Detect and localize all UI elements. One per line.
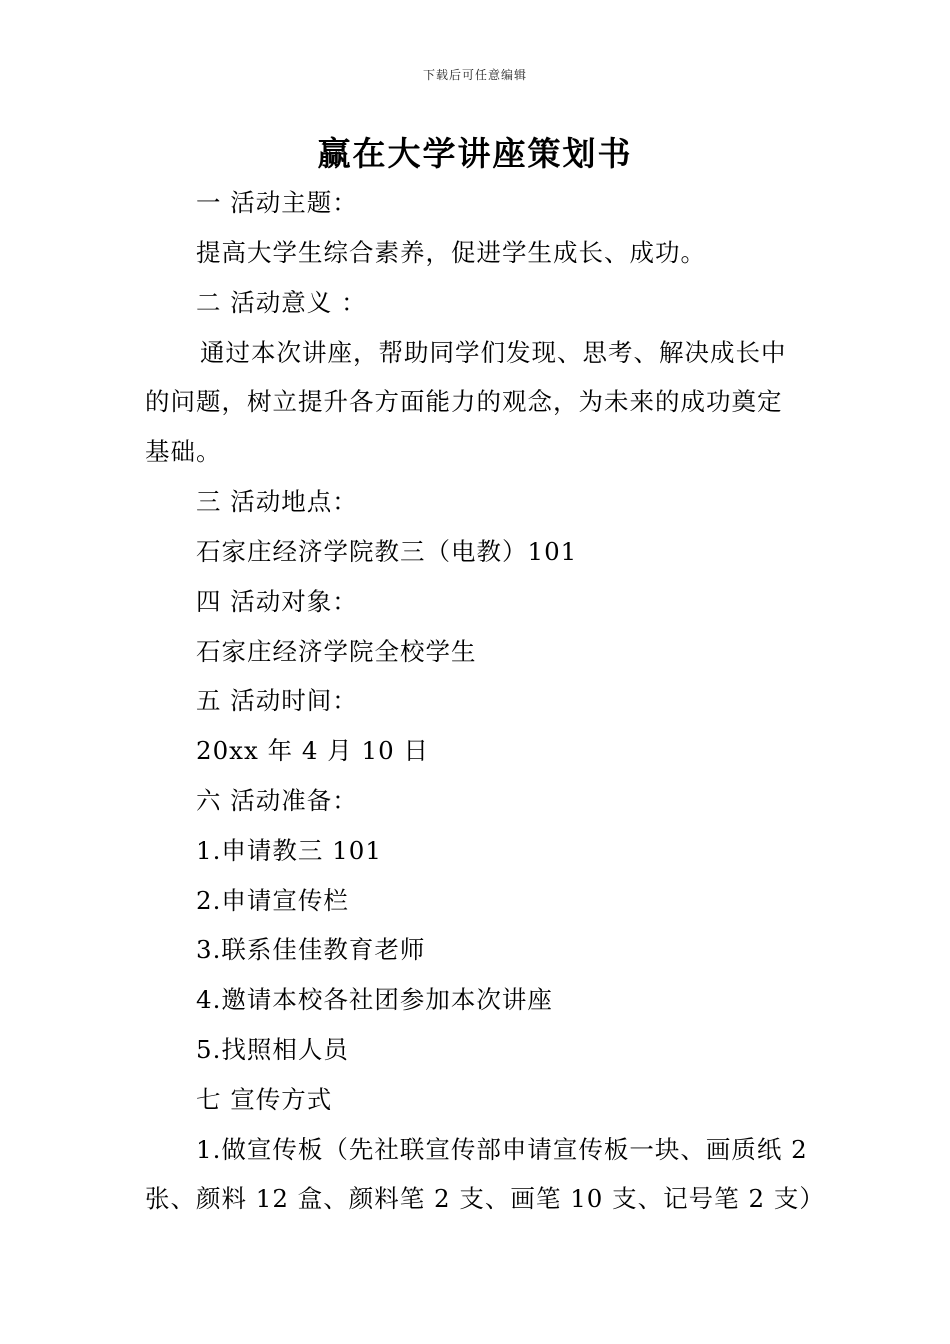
header-note: 下载后可任意编辑 (422, 68, 527, 82)
section-7-body-line-1: 1.做宣传板（先社联宣传部申请宣传板一块、画质纸 2 (196, 1135, 808, 1164)
section-5-body: 20xx 年 4 月 10 日 (196, 736, 430, 765)
section-2-heading: 二 活动意义 ： (196, 288, 367, 317)
document-title: 赢在大学讲座策划书 (317, 134, 633, 173)
section-5-heading: 五 活动时间： (196, 686, 358, 715)
list-item: 1.申请教三 101 (196, 836, 382, 865)
section-4-heading: 四 活动对象： (196, 587, 358, 616)
section-2-body-line-1: 通过本次讲座，帮助同学们发现、思考、解决成长中 (200, 338, 787, 367)
list-item: 3.联系佳佳教育老师 (196, 935, 426, 964)
section-4-body: 石家庄经济学院全校学生 (196, 637, 477, 666)
section-1-heading: 一 活动主题： (196, 188, 358, 217)
list-item: 4.邀请本校各社团参加本次讲座 (196, 985, 553, 1014)
section-6-heading: 六 活动准备： (196, 786, 358, 815)
section-2-body-line-2: 的问题，树立提升各方面能力的观念，为未来的成功奠定 (145, 387, 783, 416)
list-item: 5.找照相人员 (196, 1035, 349, 1064)
section-3-body: 石家庄经济学院教三（电教）101 (196, 537, 578, 566)
section-3-heading: 三 活动地点： (196, 487, 358, 516)
list-item: 2.申请宣传栏 (196, 886, 349, 915)
section-7-heading: 七 宣传方式 (196, 1085, 333, 1114)
section-1-body: 提高大学生综合素养，促进学生成长、成功。 (196, 238, 706, 267)
section-2-body-line-3: 基础。 (145, 437, 222, 466)
section-7-body-line-2: 张、颜料 12 盒、颜料笔 2 支、画笔 10 支、记号笔 2 支） (145, 1184, 825, 1213)
